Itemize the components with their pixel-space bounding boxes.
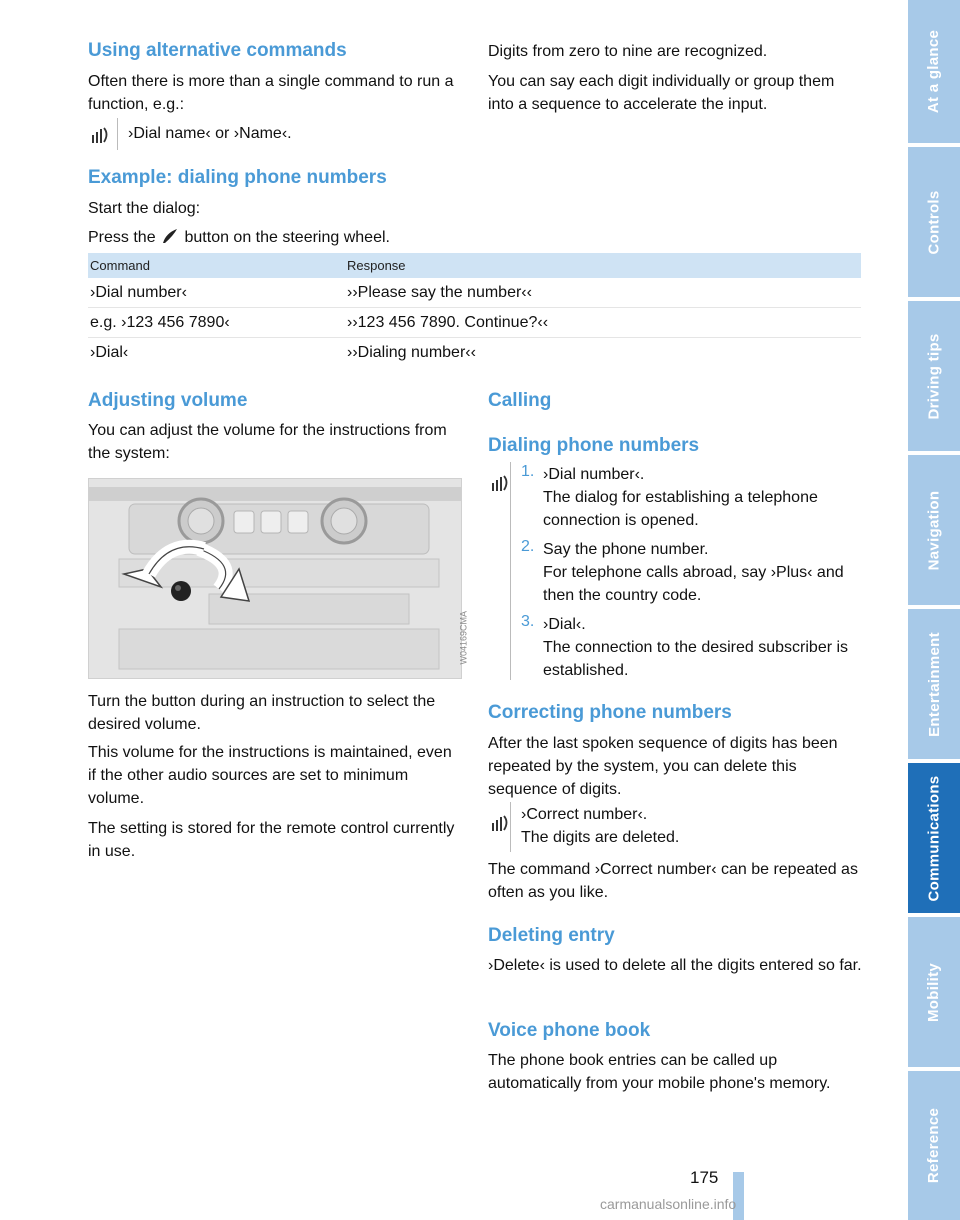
list-item — [521, 613, 866, 682]
heading-deleting-entry: Deleting entry — [488, 925, 615, 946]
step-description: The connection to the desired subscriber is established. — [543, 639, 849, 679]
tab-driving-tips[interactable]: Driving tips — [908, 301, 960, 451]
deleting-text: ›Delete‹ is used to delete all the digits entered so far. — [488, 957, 862, 974]
list-item — [521, 538, 866, 607]
command-indicator-line — [510, 802, 511, 852]
list-item — [521, 463, 866, 532]
step-command: ›Dial number‹. — [543, 466, 645, 483]
table-row — [88, 338, 861, 367]
table-header — [88, 253, 861, 278]
tab-reference[interactable]: Reference — [908, 1071, 960, 1220]
voice-command-icon — [490, 472, 512, 494]
step-description: For telephone calls abroad, say ›Plus‹ and then the country code. — [543, 564, 844, 604]
table-cell-command: ›Dial number‹ — [90, 283, 187, 301]
dialing-steps-list — [521, 463, 866, 682]
step-description: The dialog for establishing a telephone connection is opened. — [543, 489, 818, 529]
dashboard-volume-image — [88, 478, 469, 679]
talk-button-icon — [160, 227, 180, 245]
image-code: W04169CMA — [459, 611, 469, 665]
tab-entertainment[interactable]: Entertainment — [908, 609, 960, 759]
correct-number-result: The digits are deleted. — [521, 829, 680, 846]
command-indicator-line — [510, 462, 511, 680]
table-row — [88, 278, 861, 308]
tab-controls[interactable]: Controls — [908, 147, 960, 297]
tab-communications[interactable]: Communications — [908, 763, 960, 913]
correcting-text: After the last spoken sequence of digits has been repeated by the system, you can delete this sequence of digits. — [488, 735, 838, 798]
table-row — [88, 308, 861, 338]
volume-intro-text: You can adjust the volume for the instructions from the system: — [88, 422, 447, 462]
alternative-commands-text: Often there is more than a single command to run a function, e.g.: — [88, 73, 454, 113]
step-number: 3. — [521, 613, 535, 630]
volume-maintained-text: This volume for the instructions is maintained, even if the other audio sources are set to minimum volume. — [88, 744, 452, 807]
phonebook-text: The phone book entries can be called up automatically from your mobile phone's memory. — [488, 1052, 831, 1092]
table-header-response: Response — [347, 258, 406, 273]
voice-command-icon — [90, 124, 112, 146]
example-press-text: Press the button on the steering wheel. — [88, 229, 390, 246]
voice-command-icon — [490, 812, 512, 834]
heading-alternative-commands: Using alternative commands — [88, 40, 347, 61]
table-cell-response: ››Dialing number‹‹ — [347, 343, 476, 361]
tab-mobility[interactable]: Mobility — [908, 917, 960, 1067]
page-number: 175 — [690, 1168, 719, 1187]
example-start-text: Start the dialog: — [88, 200, 201, 217]
heading-voice-phone-book: Voice phone book — [488, 1020, 651, 1041]
heading-example-dialing: Example: dialing phone numbers — [88, 167, 387, 188]
table-header-command: Command — [90, 258, 150, 273]
heading-correcting-phone-numbers: Correcting phone numbers — [488, 702, 732, 723]
command-indicator-line — [117, 118, 118, 150]
step-command: Say the phone number. — [543, 541, 709, 558]
tab-navigation[interactable]: Navigation — [908, 455, 960, 605]
correct-number-command: ›Correct number‹. — [521, 806, 648, 823]
table-cell-response: ››Please say the number‹‹ — [347, 283, 532, 301]
step-number: 2. — [521, 538, 535, 555]
heading-adjusting-volume: Adjusting volume — [88, 390, 248, 411]
heading-calling: Calling — [488, 390, 552, 411]
digits-recognized-text: Digits from zero to nine are recognized. — [488, 43, 768, 60]
digits-grouping-text: You can say each digit individually or group them into a sequence to accelerate the input. — [488, 73, 835, 113]
heading-dialing-phone-numbers: Dialing phone numbers — [488, 435, 700, 456]
step-command: ›Dial‹. — [543, 616, 586, 633]
command-response-table — [88, 253, 861, 367]
volume-turn-text: Turn the button during an instruction to select the desired volume. — [88, 693, 436, 733]
correct-repeat-text: The command ›Correct number‹ can be repeated as often as you like. — [488, 861, 858, 901]
watermark: carmanualsonline.info — [600, 1196, 737, 1212]
tab-at-a-glance[interactable]: At a glance — [908, 0, 960, 143]
table-cell-response: ››123 456 7890. Continue?‹‹ — [347, 313, 549, 331]
table-cell-command: ›Dial‹ — [90, 343, 129, 361]
alternative-command-example: ›Dial name‹ or ›Name‹. — [128, 125, 292, 142]
chapter-tabs — [908, 0, 960, 1220]
table-cell-command: e.g. ›123 456 7890‹ — [90, 313, 230, 331]
volume-stored-text: The setting is stored for the remote control currently in use. — [88, 820, 455, 860]
step-number: 1. — [521, 463, 535, 480]
